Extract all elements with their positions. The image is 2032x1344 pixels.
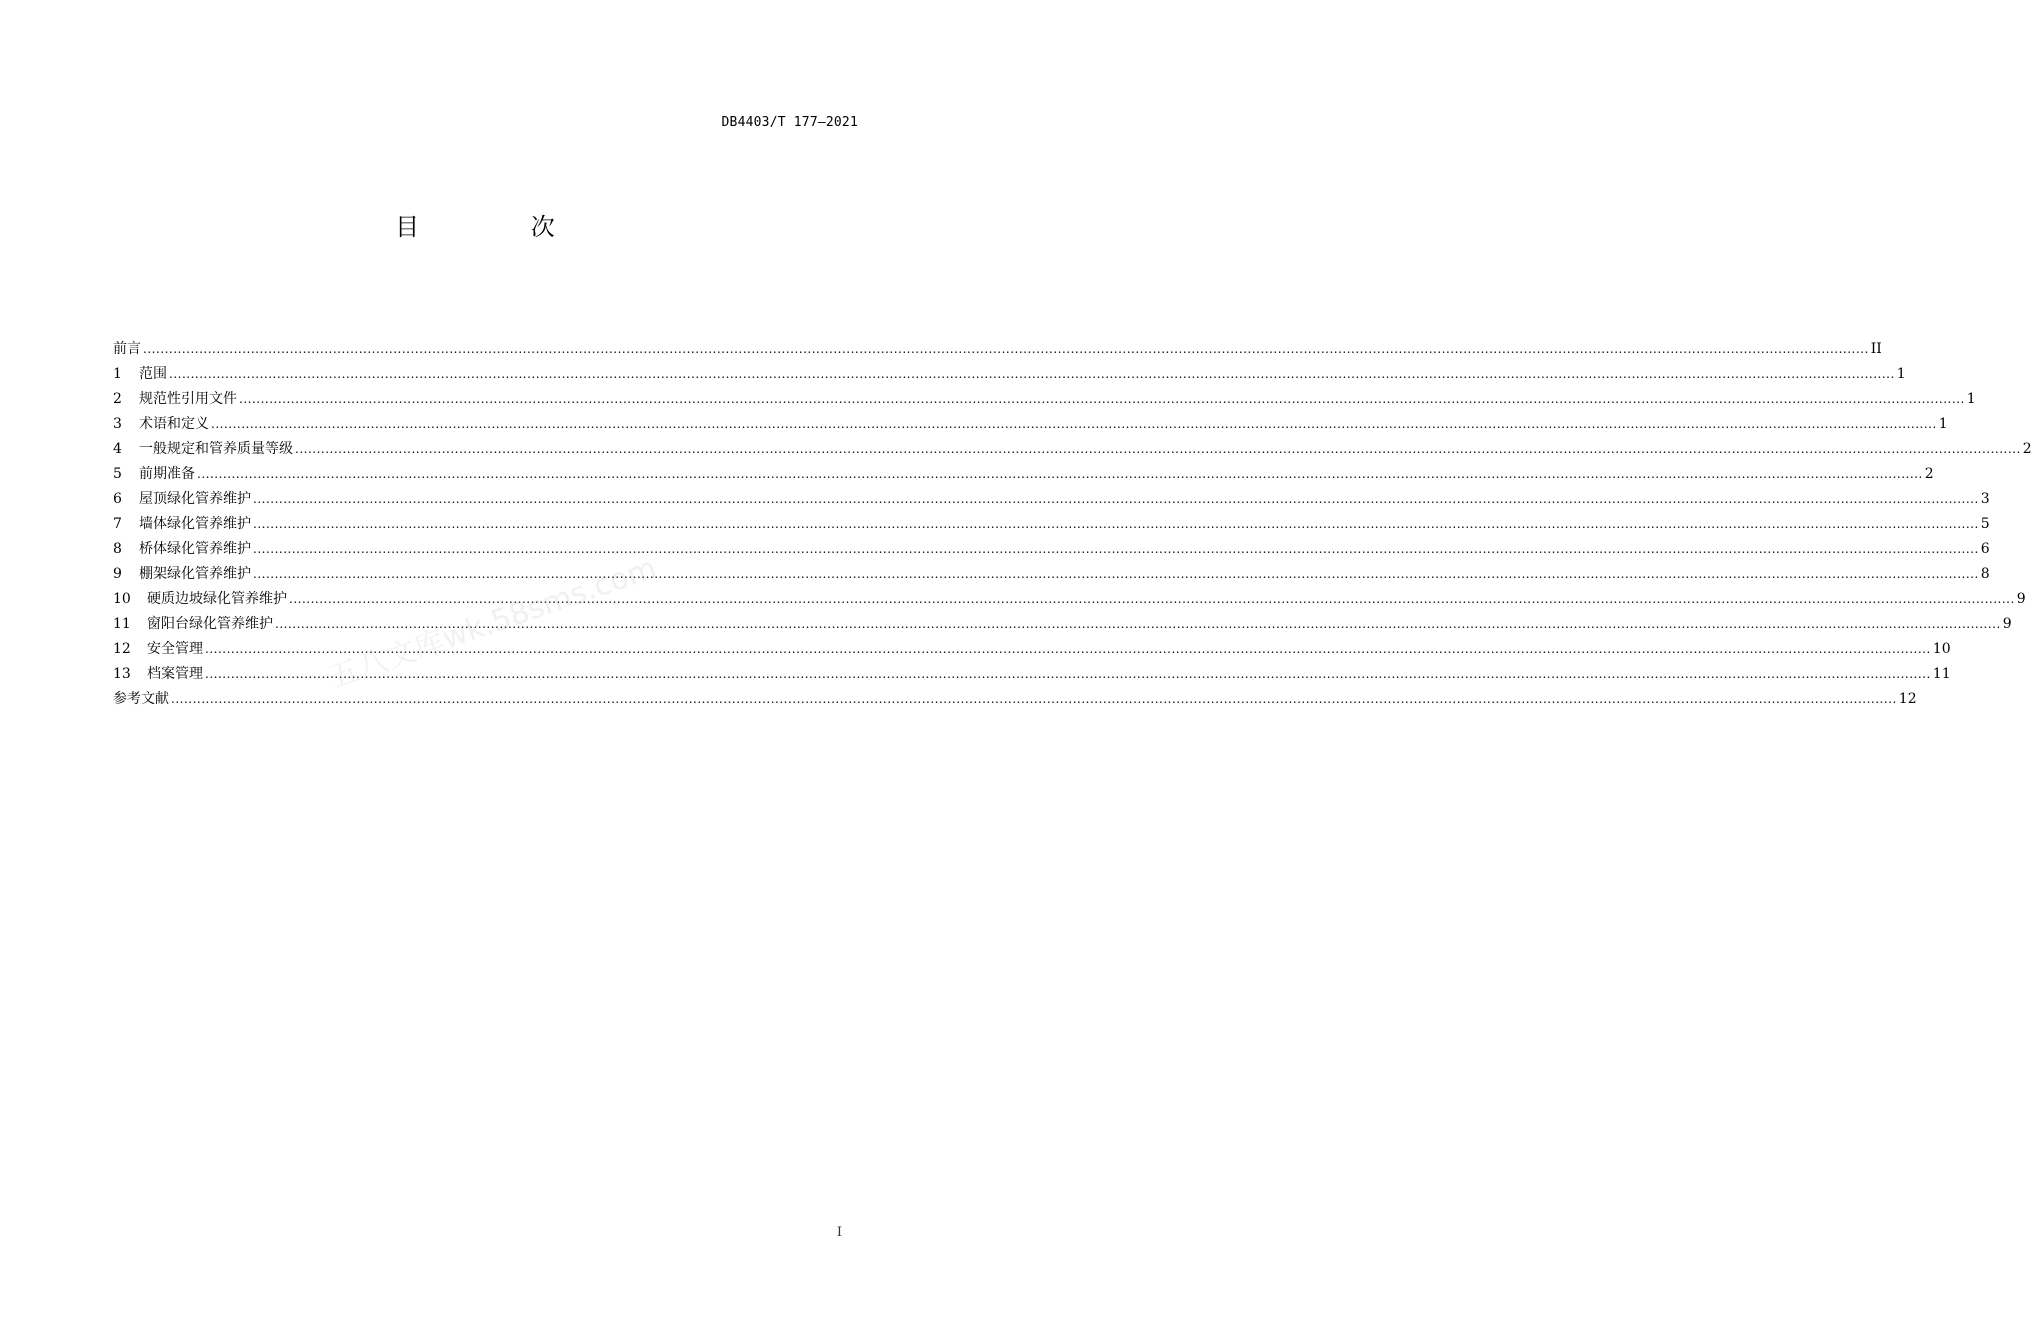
toc-entry-number: 11 xyxy=(113,616,131,632)
document-code: DB4403/T 177—2021 xyxy=(721,115,858,130)
toc-entry[interactable] xyxy=(113,487,1990,512)
toc-entry-page: 6 xyxy=(1980,541,1990,557)
toc-entry[interactable] xyxy=(113,562,1990,587)
toc-entry-label: 安全管理 xyxy=(147,641,203,657)
toc-dot-leader: ................................................................................................................................................................................................................................................................................................................................................................................................................ xyxy=(289,592,2015,606)
toc-entry-number: 1 xyxy=(113,366,122,382)
toc-entry-page: 1 xyxy=(1896,366,1906,382)
toc-entry[interactable] xyxy=(113,462,1934,487)
toc-dot-leader: ................................................................................................................................................................................................................................................................................................................................................................................................................ xyxy=(171,692,1897,706)
toc-entry[interactable] xyxy=(113,662,1951,687)
toc-entry-label: 棚架绿化管养维护 xyxy=(139,566,251,582)
toc-entry-number: 12 xyxy=(113,641,131,657)
toc-dot-leader: ................................................................................................................................................................................................................................................................................................................................................................................................................ xyxy=(143,342,1869,356)
toc-entry-page: 2 xyxy=(1924,466,1934,482)
toc-entry-label: 档案管理 xyxy=(147,666,203,682)
toc-dot-leader: ................................................................................................................................................................................................................................................................................................................................................................................................................ xyxy=(275,617,2001,631)
table-of-contents xyxy=(113,337,2032,712)
toc-title: 目 次 xyxy=(395,213,607,241)
toc-entry-number: 4 xyxy=(113,441,122,457)
toc-entry-page: 9 xyxy=(2016,591,2026,607)
toc-entry-number: 3 xyxy=(113,416,122,432)
watermark: 五八文库wk.58sms.com xyxy=(324,550,661,696)
toc-entry-number: 2 xyxy=(113,391,122,407)
toc-entry-label: 墙体绿化管养维护 xyxy=(139,516,251,532)
toc-entry-page: 3 xyxy=(1980,491,1990,507)
toc-entry-number: 8 xyxy=(113,541,122,557)
toc-entry-label: 屋顶绿化管养维护 xyxy=(139,491,251,507)
toc-dot-leader: ................................................................................................................................................................................................................................................................................................................................................................................................................ xyxy=(197,467,1923,481)
toc-entry-label: 前期准备 xyxy=(139,466,195,482)
toc-entry-page: 10 xyxy=(1932,641,1951,657)
toc-dot-leader: ................................................................................................................................................................................................................................................................................................................................................................................................................ xyxy=(253,567,1979,581)
toc-entry-label: 桥体绿化管养维护 xyxy=(139,541,251,557)
toc-entry-number: 7 xyxy=(113,516,122,532)
toc-dot-leader: ................................................................................................................................................................................................................................................................................................................................................................................................................ xyxy=(239,392,1965,406)
toc-entry-page: 2 xyxy=(2022,441,2032,457)
toc-dot-leader: ................................................................................................................................................................................................................................................................................................................................................................................................................ xyxy=(253,517,1979,531)
toc-entry-page: 1 xyxy=(1938,416,1948,432)
toc-entry-page: II xyxy=(1870,341,1882,357)
toc-dot-leader: ................................................................................................................................................................................................................................................................................................................................................................................................................ xyxy=(211,417,1937,431)
toc-entry-page: 12 xyxy=(1898,691,1917,707)
toc-entry-label: 范围 xyxy=(139,366,167,382)
toc-entry[interactable] xyxy=(113,437,2032,462)
toc-entry-label: 前言 xyxy=(113,341,141,357)
toc-dot-leader: ................................................................................................................................................................................................................................................................................................................................................................................................................ xyxy=(169,367,1895,381)
toc-entry-label: 参考文献 xyxy=(113,691,169,707)
toc-entry-label: 规范性引用文件 xyxy=(139,391,237,407)
toc-dot-leader: ................................................................................................................................................................................................................................................................................................................................................................................................................ xyxy=(253,542,1979,556)
toc-entry-label: 硬质边坡绿化管养维护 xyxy=(147,591,287,607)
toc-entry-label: 窗阳台绿化管养维护 xyxy=(147,616,273,632)
toc-entry-page: 8 xyxy=(1980,566,1990,582)
toc-entry-label: 一般规定和管养质量等级 xyxy=(139,441,293,457)
toc-entry-number: 10 xyxy=(113,591,131,607)
toc-entry[interactable] xyxy=(113,387,1976,412)
toc-entry-number: 6 xyxy=(113,491,122,507)
toc-entry-number: 13 xyxy=(113,666,131,682)
toc-entry[interactable] xyxy=(113,512,1990,537)
toc-entry-page: 1 xyxy=(1966,391,1976,407)
toc-dot-leader: ................................................................................................................................................................................................................................................................................................................................................................................................................ xyxy=(205,642,1931,656)
toc-dot-leader: ................................................................................................................................................................................................................................................................................................................................................................................................................ xyxy=(205,667,1931,681)
toc-entry-number: 9 xyxy=(113,566,122,582)
toc-dot-leader: ................................................................................................................................................................................................................................................................................................................................................................................................................ xyxy=(253,492,1979,506)
toc-entry-page: 5 xyxy=(1980,516,1990,532)
toc-entry[interactable] xyxy=(113,687,1917,712)
toc-entry[interactable] xyxy=(113,537,1990,562)
toc-entry-label: 术语和定义 xyxy=(139,416,209,432)
toc-entry-page: 9 xyxy=(2002,616,2012,632)
toc-entry-page: 11 xyxy=(1932,666,1951,682)
toc-entry[interactable] xyxy=(113,412,1948,437)
toc-entry-number: 5 xyxy=(113,466,122,482)
toc-dot-leader: ................................................................................................................................................................................................................................................................................................................................................................................................................ xyxy=(295,442,2021,456)
page-number: I xyxy=(836,1225,842,1240)
toc-entry[interactable] xyxy=(113,337,1882,362)
toc-entry[interactable] xyxy=(113,362,1906,387)
